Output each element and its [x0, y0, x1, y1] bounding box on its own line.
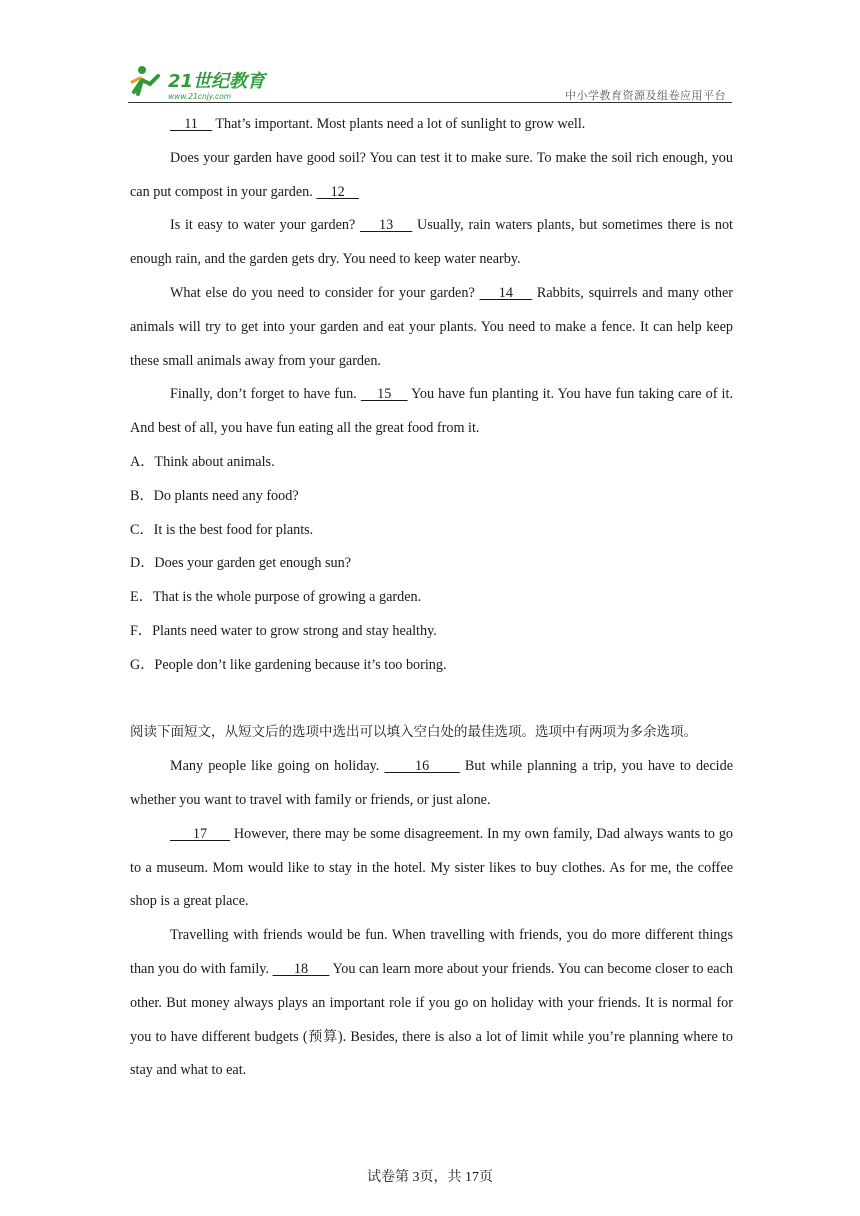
page-header — [128, 60, 732, 104]
blank-13[interactable]: 13 — [360, 217, 413, 234]
blank-16[interactable]: 16 — [384, 758, 460, 775]
platform-name: 中小学教育资源及组卷应用平台 — [565, 89, 726, 102]
passage2-paragraph-2: 17 However, there may be some disagreement. In my own family, Dad always wants to go to a museum. Mom would like to stay in the hotel. My sister likes to buy clothes. As for me, the coffee shop is a great place. — [130, 825, 734, 910]
passage1-paragraph-2: Does your garden have good soil? You can test it to make sure. To make the soil rich enough, you can put compost in your garden. 12 — [130, 149, 733, 200]
passage1-paragraph-3: Is it easy to water your garden? 13 Usually, rain waters plants, but sometimes there is not enough rain, and the garden gets dry. You need to keep water nearby. — [130, 217, 733, 268]
blank-14[interactable]: 14 — [479, 284, 533, 301]
blank-18[interactable]: 18 — [272, 960, 330, 977]
passage1-paragraph-4: What else do you need to consider for your garden? 14 Rabbits, squirrels and many other animals will try to get into your garden and eat your plants. You need to make a fence. It can help keep these small animals away from your garden. — [130, 284, 734, 369]
option-f: F．Plants need water to grow strong and stay healthy. — [130, 622, 437, 639]
blank-15[interactable]: 15 — [360, 386, 408, 403]
passage1-paragraph-5: Finally, don’t forget to have fun. 15 You have fun planting it. You have fun taking care of it. And best of all, you have fun eating all the great food from it. — [130, 386, 733, 437]
blank-17[interactable]: 17 — [170, 825, 231, 842]
page-footer: 试卷第 3页，共 17页 — [367, 1170, 493, 1185]
svg-text:21世纪教育: 21世纪教育 — [168, 71, 266, 92]
blank-12[interactable]: 12 — [316, 183, 359, 200]
section-instruction: 阅读下面短文，从短文后的选项中选出可以填入空白处的最佳选项。选项中有两项为多余选项。 — [130, 724, 697, 741]
option-g: G．People don’t like gardening because it’s too boring. — [130, 656, 447, 673]
passage2-paragraph-1: Many people like going on holiday. 16 But while planning a trip, you have to decide whether you want to travel with family or friends, or just alone. — [130, 758, 733, 808]
svg-text:www.21cnjy.com: www.21cnjy.com — [168, 92, 232, 101]
header-divider — [128, 102, 732, 103]
option-e: E．That is the whole purpose of growing a garden. — [130, 589, 422, 606]
option-a: A．Think about animals. — [130, 453, 275, 470]
section-spacer — [130, 683, 733, 717]
logo-21cnjy — [128, 62, 268, 102]
passage2-paragraph-3: Travelling with friends would be fun. When travelling with friends, you do more different things than you do with family. 18 You can learn more about your friends. You can become closer to each other. But money always plays an important role if you go on holiday with your friends. It is normal for you to have different budgets (预算). Besides, there is also a lot of limit while you’re planning where to stay and what to eat. — [130, 927, 733, 1079]
blank-11[interactable]: 11 — [170, 116, 213, 132]
option-c: C．It is the best food for plants. — [130, 521, 314, 538]
option-d: D．Does your garden get enough sun? — [130, 555, 352, 572]
passage1-paragraph-1: 11 That’s important. Most plants need a lot of sunlight to grow well. — [170, 116, 586, 132]
document-body — [130, 108, 733, 1088]
option-b: B．Do plants need any food? — [130, 487, 299, 504]
